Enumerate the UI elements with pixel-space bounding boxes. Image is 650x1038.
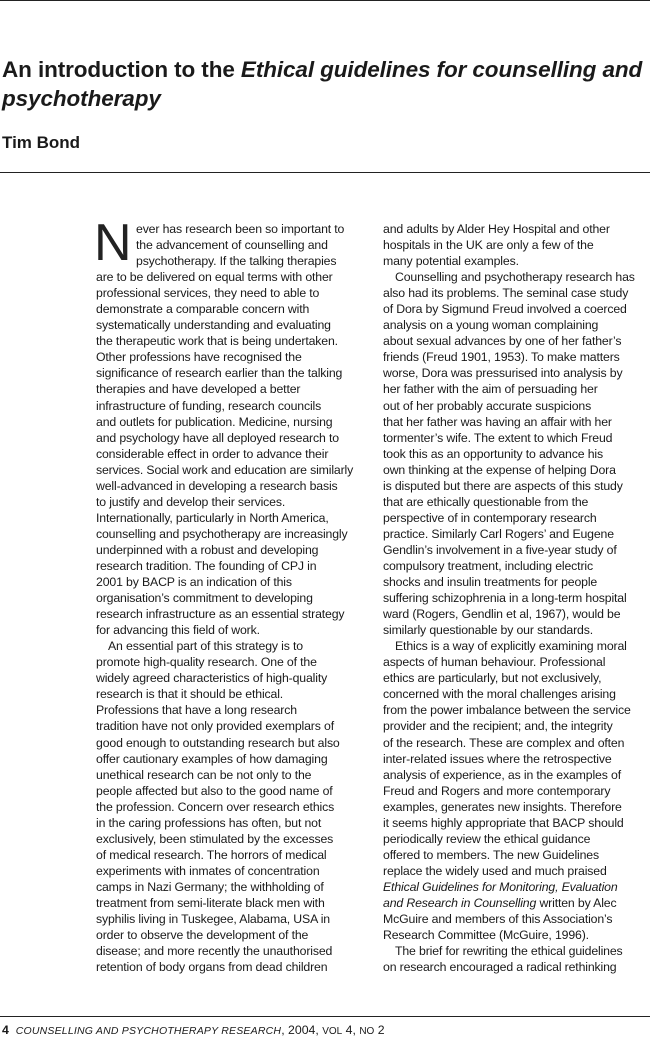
citation-title: and Research in Counselling bbox=[383, 895, 537, 910]
text-line: Counselling and psychotherapy research has bbox=[395, 270, 635, 285]
text-line: offered to members. The new Guidelines bbox=[383, 847, 599, 862]
text-line: well-advanced in developing a research basis bbox=[96, 478, 338, 493]
volume-label: VOL bbox=[322, 1026, 343, 1037]
text-line: also had its problems. The seminal case study bbox=[383, 286, 629, 301]
text-line: perspective of in contemporary research bbox=[383, 510, 597, 525]
text-line: people affected but also to the good name of bbox=[96, 783, 333, 798]
text-line: Research Committee (McGuire, 1996). bbox=[383, 928, 589, 943]
text-line: periodically review the ethical guidance bbox=[383, 831, 591, 846]
text-line: ethics are particularly, but not exclusively, bbox=[383, 671, 602, 686]
author-name: Tim Bond bbox=[2, 133, 81, 152]
text-line: professional services, they need to able to bbox=[96, 286, 320, 301]
text-line: tradition have not only provided exemplars of bbox=[96, 719, 334, 734]
text-line: to justify and develop their services. bbox=[96, 494, 286, 509]
footer-rule bbox=[0, 1016, 650, 1017]
text-line: it seems highly appropriate that BACP should bbox=[383, 815, 624, 830]
text-line: unethical research can be not only to the bbox=[96, 767, 312, 782]
text-line: of medical research. The horrors of medical bbox=[96, 847, 327, 862]
volume-number: 4, bbox=[342, 1023, 360, 1037]
text-line: offer cautionary examples of how damaging bbox=[96, 751, 328, 766]
page-footer bbox=[2, 1023, 385, 1037]
text-line: worse, Dora was pressurised into analysis by bbox=[383, 366, 623, 381]
journal-year: , 2004, bbox=[281, 1023, 323, 1037]
text-line: for advancing this field of work. bbox=[96, 623, 260, 638]
text-line: services. Social work and education are similarly bbox=[96, 462, 354, 477]
text-line: concerned with the moral challenges arising bbox=[383, 687, 616, 702]
text-line: many potential examples. bbox=[383, 254, 519, 269]
text-line: organisation’s commitment to developing bbox=[96, 591, 313, 606]
text-line: is disputed but there are aspects of this study bbox=[383, 478, 623, 493]
text-line: Ethics is a way of explicitly examining moral bbox=[395, 639, 627, 654]
text-line: exclusively, been stimulated by the excesses bbox=[96, 831, 334, 846]
text-line: disease; and more recently the unauthorised bbox=[96, 944, 333, 959]
text-line: replace the widely used and much praised bbox=[383, 863, 607, 878]
left-column bbox=[94, 214, 366, 975]
text-line: analysis on a young woman complaining bbox=[383, 318, 599, 333]
text-line: own thinking at the expense of helping Dora bbox=[383, 462, 616, 477]
text-line: are to be delivered on equal terms with other bbox=[96, 270, 333, 285]
text-line: from the power imbalance between the service bbox=[383, 703, 631, 718]
text-line: significance of research earlier than the talking bbox=[96, 366, 343, 381]
text-line: demonstrate a comparable concern with bbox=[96, 302, 310, 317]
journal-name: COUNSELLING AND PSYCHOTHERAPY RESEARCH bbox=[15, 1025, 282, 1037]
text-line: the therapeutic work that is being undertaken. bbox=[96, 334, 338, 349]
title-prefix: An introduction to the bbox=[2, 57, 241, 82]
text-line: and outlets for publication. Medicine, nursing bbox=[96, 414, 333, 429]
text-line: The brief for rewriting the ethical guidelines bbox=[395, 944, 623, 959]
text-line: that her father was having an affair with her bbox=[383, 414, 612, 429]
text-line: practice. Similarly Carl Rogers’ and Eugene bbox=[383, 526, 614, 541]
text-line: similarly questionable by our standards. bbox=[383, 623, 593, 638]
text-line: compulsory treatment, including electric bbox=[383, 558, 593, 573]
text-line: promote high-quality research. One of the bbox=[96, 655, 317, 670]
citation-title: Ethical Guidelines for Monitoring, Evaluation bbox=[383, 879, 618, 894]
text-line: good enough to outstanding research but also bbox=[96, 735, 340, 750]
text-line: tormenter’s wife. The extent to which Freud bbox=[383, 430, 613, 445]
text-line: that are ethically questionable from the bbox=[383, 494, 589, 509]
text-line: her father with the aim of persuading her bbox=[383, 382, 598, 397]
text-line: treatment from semi-literate black men with bbox=[96, 895, 325, 910]
drop-cap: N bbox=[94, 214, 132, 272]
text-line: psychotherapy. If the talking therapies bbox=[136, 254, 337, 269]
text-line: on research encouraged a radical rethinking bbox=[383, 960, 617, 975]
text-line: research infrastructure as an essential strategy bbox=[96, 607, 345, 622]
text-line: therapies and have developed a better bbox=[96, 382, 301, 397]
text-line: out of her probably accurate suspicions bbox=[383, 398, 592, 413]
issue-number: 2 bbox=[374, 1023, 385, 1037]
article-title bbox=[2, 55, 647, 113]
text-line: ever has research been so important to bbox=[136, 222, 345, 236]
text-line: syphilis living in Tuskegee, Alabama, USA in bbox=[96, 912, 330, 927]
text-line: 2001 by BACP is an indication of this bbox=[96, 575, 292, 590]
text-line: widely agreed characteristics of high-quality bbox=[96, 671, 328, 686]
text-line: in the caring professions has often, but not bbox=[96, 815, 322, 830]
header-rule bbox=[0, 172, 650, 173]
text-line: Gendlin’s involvement in a five-year study of bbox=[383, 542, 617, 557]
text-line: shocks and insulin treatments for people bbox=[383, 575, 598, 590]
text-line: research tradition. The founding of CPJ in bbox=[96, 558, 317, 573]
text-line: provider and the recipient; and, the integrity bbox=[383, 719, 613, 734]
right-column bbox=[383, 221, 648, 975]
top-rule bbox=[0, 0, 650, 1]
text-line: infrastructure of funding, research councils bbox=[96, 398, 322, 413]
text-line: friends (Freud 1901, 1953). To make matters bbox=[383, 350, 620, 365]
text-line bbox=[383, 879, 648, 895]
citation-tail: written by Alec bbox=[536, 895, 617, 910]
text-line: counselling and psychotherapy are increasingly bbox=[96, 526, 348, 541]
text-line: underpinned with a robust and developing bbox=[96, 542, 319, 557]
text-line: hospitals in the UK are only a few of the bbox=[383, 238, 594, 253]
text-line: and psychology have all deployed research to bbox=[96, 430, 339, 445]
page-number: 4 bbox=[2, 1023, 9, 1037]
issue-label: NO bbox=[359, 1026, 375, 1037]
text-line bbox=[383, 895, 648, 911]
text-line: suffering schizophrenia in a long-term hospital bbox=[383, 591, 627, 606]
title-italic: Ethical guidelines for counselling and psychotherapy bbox=[2, 57, 643, 111]
text-line: experiments with inmates of concentration bbox=[96, 863, 320, 878]
text-line: order to observe the development of the bbox=[96, 928, 309, 943]
text-line: of the research. These are complex and often bbox=[383, 735, 625, 750]
text-line: ward (Rogers, Gendlin et al, 1967), would be bbox=[383, 607, 621, 622]
text-line: considerable effect in order to advance their bbox=[96, 446, 329, 461]
text-line: took this as an opportunity to advance his bbox=[383, 446, 603, 461]
text-line: An essential part of this strategy is to bbox=[108, 639, 303, 654]
text-line: and adults by Alder Hey Hospital and other bbox=[383, 222, 610, 236]
text-line: Professions that have a long research bbox=[96, 703, 297, 718]
text-line: the profession. Concern over research ethics bbox=[96, 799, 335, 814]
text-line: research is that it should be ethical. bbox=[96, 687, 284, 702]
text-line: the advancement of counselling and bbox=[136, 238, 328, 253]
text-line: Internationally, particularly in North America, bbox=[96, 510, 329, 525]
text-line: analysis of experience, as in the examples of bbox=[383, 767, 621, 782]
text-line: retention of body organs from dead children bbox=[96, 960, 328, 975]
text-line: Other professions have recognised the bbox=[96, 350, 302, 365]
text-line: about sexual advances by one of her father’s bbox=[383, 334, 622, 349]
text-line: aspects of human behaviour. Professional bbox=[383, 655, 606, 670]
text-line: camps in Nazi Germany; the withholding of bbox=[96, 879, 324, 894]
text-line: Freud and Rogers and more contemporary bbox=[383, 783, 611, 798]
text-line: McGuire and members of this Association’s bbox=[383, 912, 613, 927]
text-line: systematically understanding and evaluating bbox=[96, 318, 331, 333]
text-line: examples, generates new insights. Therefore bbox=[383, 799, 622, 814]
text-line: inter-related issues where the retrospective bbox=[383, 751, 612, 766]
text-line: of Dora by Sigmund Freud involved a coerced bbox=[383, 302, 627, 317]
